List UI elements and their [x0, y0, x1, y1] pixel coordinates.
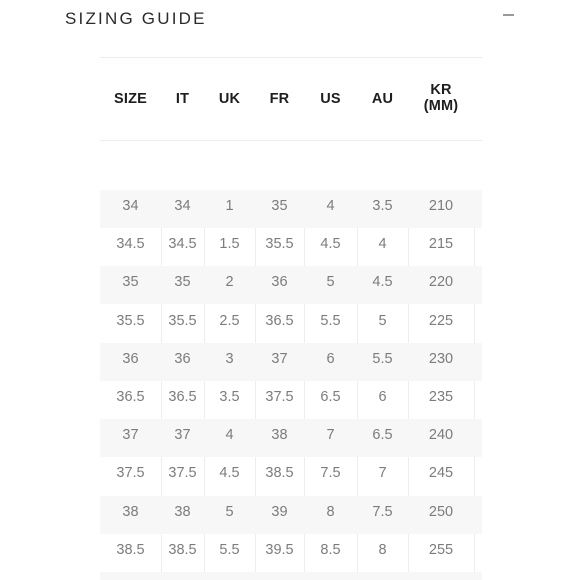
cell-au: 4 [378, 236, 387, 253]
cell-it: 35 [174, 274, 191, 291]
cell-au: 7 [378, 465, 387, 482]
cell-size: 35.5 [116, 312, 145, 329]
cell-uk: 3 [225, 350, 234, 367]
table-row [100, 305, 482, 343]
cell-uk: 2.5 [219, 312, 240, 329]
cell-uk: 4 [225, 427, 234, 444]
table-row [100, 419, 482, 457]
cell-us: 4.5 [320, 236, 341, 253]
cell-size: 34.5 [116, 236, 145, 253]
cell-kr-mm: 220 [428, 274, 454, 291]
cell-fr: 38.5 [265, 465, 294, 482]
cell-us: 6 [326, 350, 335, 367]
cell-fr: 35.5 [265, 236, 294, 253]
table-header-divider [100, 140, 482, 141]
table-row [100, 228, 482, 266]
header-size: SIZE [113, 91, 148, 107]
cell-it: 34.5 [168, 236, 197, 253]
cell-kr-mm: 210 [428, 198, 454, 214]
cell-size: 35 [122, 274, 139, 291]
table-row [100, 534, 482, 572]
cell-kr-mm: 235 [428, 389, 454, 405]
cell-it: 37 [174, 427, 191, 444]
header-fr: FR [269, 91, 290, 107]
cell-kr-mm: 240 [428, 427, 454, 444]
cell-fr: 39 [271, 503, 288, 520]
cell-it: 38 [174, 503, 191, 520]
cell-au: 6 [378, 389, 387, 405]
cell-us: 6.5 [320, 389, 341, 405]
table-row [100, 496, 482, 534]
table-row [100, 266, 482, 304]
cell-size: 38.5 [116, 541, 145, 558]
page-title: SIZING GUIDE [65, 9, 207, 28]
cell-us: 7.5 [320, 465, 341, 482]
header-us: US [320, 91, 341, 107]
header-uk: UK [218, 91, 241, 107]
cell-uk: 2 [225, 274, 234, 291]
cell-it: 37.5 [168, 465, 197, 482]
cell-it: 38.5 [168, 541, 197, 558]
cell-us: 5 [326, 274, 335, 291]
cell-kr-mm: 245 [428, 465, 454, 482]
cell-uk: 3.5 [219, 389, 240, 405]
cell-fr: 37.5 [265, 389, 294, 405]
header-kr-mm: KR (MM) [423, 82, 459, 114]
cell-uk: 1.5 [219, 236, 240, 253]
cell-us: 8.5 [320, 541, 341, 558]
cell-it: 35.5 [168, 312, 197, 329]
cell-kr-mm: 230 [428, 350, 454, 367]
cell-au: 8 [378, 541, 387, 558]
cell-fr: 36.5 [265, 312, 294, 329]
cell-us: 7 [326, 427, 335, 444]
cell-fr: 38 [271, 427, 288, 444]
cell-it: 36 [174, 350, 191, 367]
cell-uk: 5.5 [219, 541, 240, 558]
cell-au: 3.5 [372, 198, 393, 214]
cell-fr: 37 [271, 350, 288, 367]
table-header [100, 58, 482, 140]
header-it: IT [175, 91, 190, 107]
cell-us: 4 [326, 198, 335, 214]
cell-uk: 5 [225, 503, 234, 520]
cell-size: 36.5 [116, 389, 145, 405]
cell-au: 5 [378, 312, 387, 329]
cell-size: 36 [122, 350, 139, 367]
cell-size: 38 [122, 503, 139, 520]
collapse-button[interactable] [502, 7, 516, 23]
cell-uk: 1 [225, 198, 234, 214]
cell-kr-mm: 250 [428, 503, 454, 520]
cell-us: 8 [326, 503, 335, 520]
cell-size: 37.5 [116, 465, 145, 482]
cell-kr-mm: 225 [428, 312, 454, 329]
cell-au: 4.5 [372, 274, 393, 291]
table-row-partial [100, 572, 482, 580]
table-body [100, 190, 482, 580]
cell-size: 37 [122, 427, 139, 444]
table-row [100, 457, 482, 495]
cell-kr-mm: 215 [428, 236, 454, 253]
cell-au: 5.5 [372, 350, 393, 367]
cell-it: 36.5 [168, 389, 197, 405]
cell-size: 34 [122, 198, 139, 214]
table-row [100, 381, 482, 419]
cell-fr: 36 [271, 274, 288, 291]
minus-icon [503, 14, 514, 16]
cell-fr: 39.5 [265, 541, 294, 558]
cell-kr-mm: 255 [428, 541, 454, 558]
cell-au: 7.5 [372, 503, 393, 520]
table-row [100, 190, 482, 228]
header-au: AU [371, 91, 394, 107]
cell-fr: 35 [271, 198, 288, 214]
cell-it: 34 [174, 198, 191, 214]
cell-uk: 4.5 [219, 465, 240, 482]
cell-us: 5.5 [320, 312, 341, 329]
cell-au: 6.5 [372, 427, 393, 444]
table-row [100, 343, 482, 381]
